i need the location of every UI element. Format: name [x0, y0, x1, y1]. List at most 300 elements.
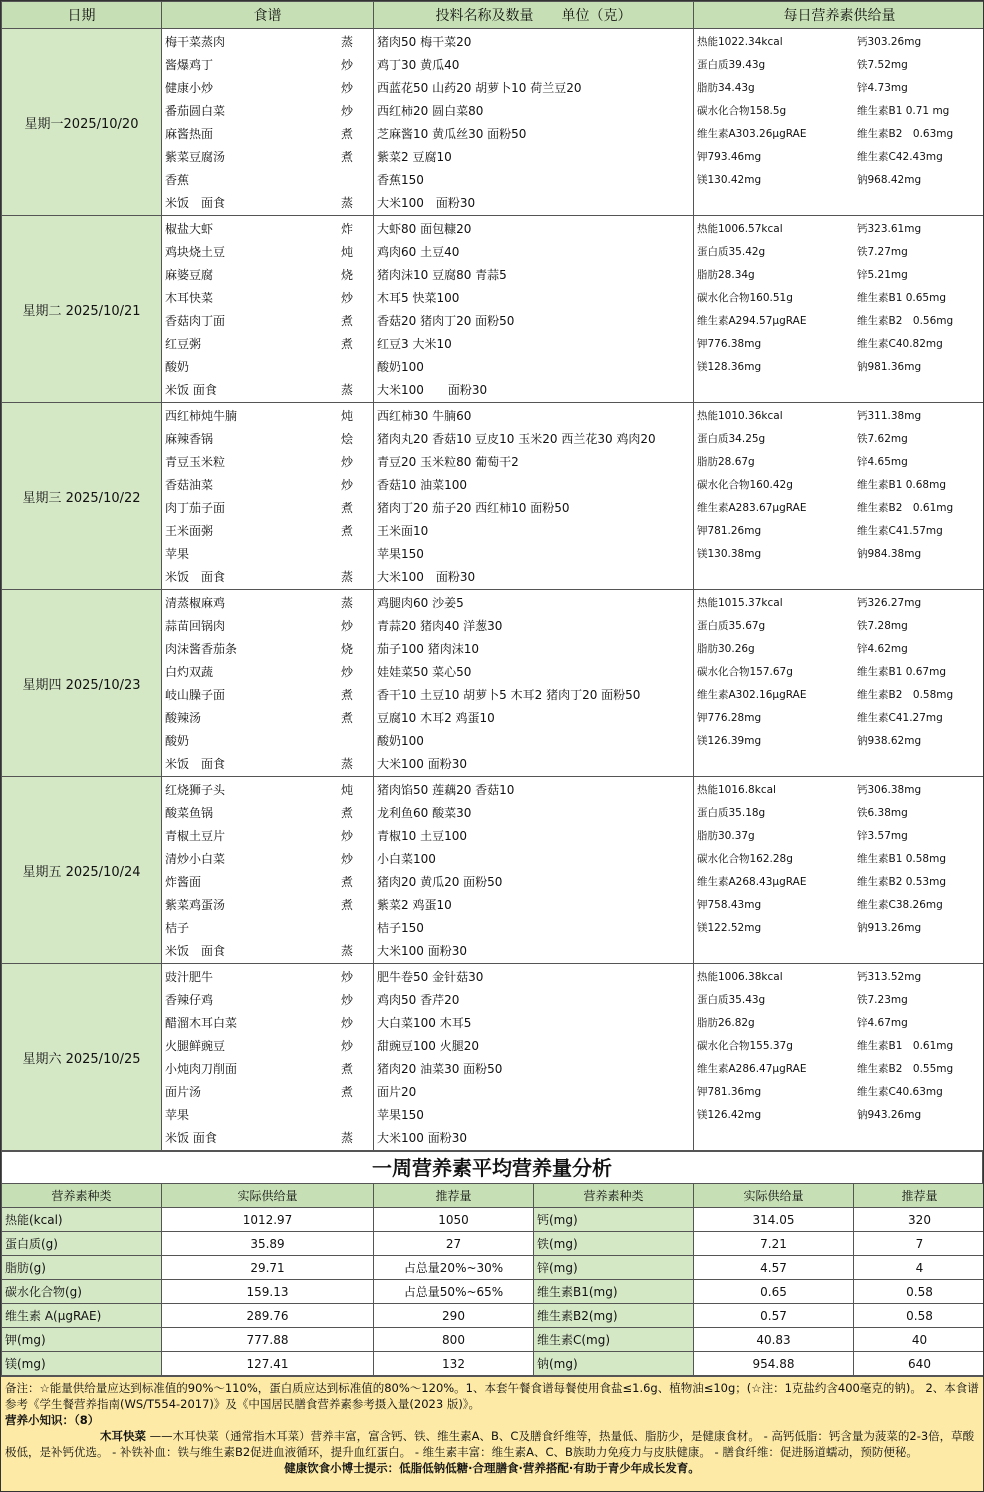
nutrient-right: 钠938.62mg [857, 735, 922, 747]
dish-name: 麻辣香锅 [165, 432, 214, 446]
actual-supply: 954.88 [694, 1352, 854, 1376]
nutrient-right: 维生素B2 0.61mg [857, 502, 954, 514]
recommended-amount: 7 [854, 1232, 984, 1256]
nutrient-left: 碳水化合物160.51g [697, 292, 793, 304]
dish-name: 米饭 面食 [165, 383, 217, 397]
nutrient-left: 镁126.42mg [697, 1109, 762, 1121]
nutrient-right: 维生素B1 0.65mg [857, 292, 946, 304]
ingredient-line: 龙利鱼60 酸菜30 [377, 806, 472, 820]
nutrient-type: 维生素B1(mg) [534, 1280, 694, 1304]
nutrient-left: 脂肪30.26g [697, 643, 755, 655]
dish-name: 鸡块烧土豆 [165, 245, 226, 259]
recommended-amount: 1050 [374, 1208, 534, 1232]
nutrient-left: 脂肪28.34g [697, 269, 755, 281]
menu-body [2, 29, 984, 1151]
nutrient-line [697, 77, 984, 100]
weekly-menu-table [1, 1, 984, 1151]
nutrient-line [697, 241, 984, 264]
nutrient-line [697, 802, 984, 825]
ingredient-line: 西蓝花50 山药20 胡萝卜10 荷兰豆20 [377, 81, 582, 95]
nutrient-line [697, 615, 984, 638]
dish-line [165, 615, 373, 638]
nutrient-left: 维生素A302.16μgRAE [697, 689, 807, 701]
cooking-method: 煮 [340, 314, 353, 328]
nutrient-line [697, 825, 984, 848]
ingredient-line: 香干10 土豆10 胡萝卜5 木耳2 猪肉丁20 面粉50 [377, 688, 641, 702]
dish-name: 梅干菜蒸肉 [165, 35, 226, 49]
nutrient-line [697, 520, 984, 543]
nutrient-right: 锌3.57mg [857, 830, 908, 842]
nutrient-line [697, 592, 984, 615]
nutrient-right: 钠913.26mg [857, 922, 922, 934]
dish-name: 岐山臊子面 [165, 688, 226, 702]
cooking-method: 蒸 [340, 570, 353, 584]
dish-line [165, 825, 373, 848]
nutrient-line [697, 661, 984, 684]
day-date: 星期二 2025/10/21 [2, 216, 162, 403]
knowledge-title: 营养小知识：（8） [5, 1413, 100, 1427]
nutrient-left: 脂肪28.67g [697, 456, 755, 468]
dish-name: 番茄圆白菜 [165, 104, 226, 118]
dish-name: 火腿鲜豌豆 [165, 1039, 226, 1053]
nutrient-type: 维生素B2(mg) [534, 1304, 694, 1328]
nutrient-left: 镁128.36mg [697, 361, 762, 373]
cooking-method: 蒸 [340, 383, 353, 397]
nutrient-right: 维生素C41.27mg [857, 712, 943, 724]
nutrient-line [697, 264, 984, 287]
cooking-method: 炖 [340, 409, 353, 423]
dish-line [165, 264, 373, 287]
dish-name: 紫菜豆腐汤 [165, 150, 226, 164]
nutrient-line [697, 123, 984, 146]
cooking-method: 炒 [340, 455, 353, 469]
nutrient-right: 维生素B2 0.53mg [857, 876, 946, 888]
cooking-method: 烧 [340, 642, 353, 656]
day-date: 星期六 2025/10/25 [2, 964, 162, 1151]
cooking-method: 炒 [340, 970, 353, 984]
average-row [2, 1304, 984, 1328]
ingredient-line: 猪肉丁20 茄子20 西红柿10 面粉50 [377, 501, 570, 515]
dish-name: 米饭 面食 [165, 570, 226, 584]
average-header-cell: 实际供给量 [162, 1184, 374, 1208]
day-nutrients [694, 216, 984, 403]
nutrient-right: 铁7.27mg [857, 246, 908, 258]
remark-text: 备注：☆能量供给量应达到标准值的90%～110%，蛋白质应达到标准值的80%～120%。1、本套午餐食谱每餐使用食盐≤1.6g、植物油≤10g；(☆注：1克盐约含400毫克的钠)。 2、本食谱参考《学生餐营养指南(WS/T554-2017)》及《中国居民膳食营养素参考摄入量(2023 版)》。 [5, 1381, 979, 1411]
dish-line [165, 1104, 373, 1127]
nutrient-line [697, 1104, 984, 1127]
dish-line [165, 802, 373, 825]
dish-line [165, 54, 373, 77]
dish-line [165, 1012, 373, 1035]
nutrient-line [697, 218, 984, 241]
cooking-method: 炸 [340, 222, 353, 236]
analysis-title: 一周营养素平均营养量分析 [1, 1151, 983, 1183]
ingredient-line: 桔子150 [377, 921, 424, 935]
ingredient-line: 香菇10 油菜100 [377, 478, 467, 492]
nutrient-right: 钠968.42mg [857, 174, 922, 186]
actual-supply: 40.83 [694, 1328, 854, 1352]
ingredient-line: 大米100 面粉30 [377, 383, 488, 397]
nutrient-left: 碳水化合物155.37g [697, 1040, 793, 1052]
dish-line [165, 77, 373, 100]
ingredient-line: 苹果150 [377, 547, 424, 561]
dish-name: 肉丁茄子面 [165, 501, 226, 515]
knowledge-text: ——木耳快菜（通常指木耳菜）营养丰富，富含钙、铁、维生素A、B、C及膳食纤维等，热量低、脂肪少，是健康食材。 - 高钙低脂：钙含量为菠菜的2-3倍，草酸极低，是补钙优选。 - 补铁补血：铁与维生素B2促进血液循环，提升血红蛋白。 - 维生素丰富：维生素A、C、B族助力免疫力与皮肤健康。 - 膳食纤维：促进肠道蠕动，预防便秘。 [5, 1429, 975, 1459]
dish-name: 米饭 面食 [165, 196, 226, 210]
dish-line [165, 592, 373, 615]
day-dishes [162, 216, 374, 403]
nutrient-right: 锌4.65mg [857, 456, 908, 468]
nutrient-left: 蛋白质35.67g [697, 620, 766, 632]
nutrient-line [697, 1058, 984, 1081]
ingredient-line: 西红柿30 牛腩60 [377, 409, 472, 423]
dish-name: 酸辣汤 [165, 711, 202, 725]
average-header-cell: 营养素种类 [534, 1184, 694, 1208]
ingredient-line: 面片20 [377, 1085, 417, 1099]
dish-line [165, 169, 373, 192]
nutrient-type: 碳水化合物(g) [2, 1280, 162, 1304]
day-row [2, 590, 984, 777]
nutrient-right: 锌4.67mg [857, 1017, 908, 1029]
nutrient-right: 铁7.62mg [857, 433, 908, 445]
cooking-method: 炒 [340, 619, 353, 633]
dish-name: 紫菜鸡蛋汤 [165, 898, 226, 912]
nutrient-type: 维生素C(mg) [534, 1328, 694, 1352]
dish-line [165, 474, 373, 497]
menu-header-row [2, 2, 984, 29]
day-date: 星期四 2025/10/23 [2, 590, 162, 777]
cooking-method: 炒 [340, 81, 353, 95]
weekly-average-table [1, 1183, 984, 1376]
day-dishes [162, 29, 374, 216]
cooking-method: 煮 [340, 688, 353, 702]
nutrient-line [697, 474, 984, 497]
cooking-method: 蒸 [340, 196, 353, 210]
nutrient-left: 镁122.52mg [697, 922, 762, 934]
cooking-method: 炒 [340, 993, 353, 1007]
dish-name: 米饭 面食 [165, 1131, 217, 1145]
ingredient-line: 小白菜100 [377, 852, 436, 866]
nutrient-left: 维生素A303.26μgRAE [697, 128, 807, 140]
nutrient-right: 维生素B1 0.67mg [857, 666, 946, 678]
nutrient-line [697, 871, 984, 894]
day-row [2, 777, 984, 964]
average-header-row [2, 1184, 984, 1208]
recommended-amount: 290 [374, 1304, 534, 1328]
dish-name: 青椒土豆片 [165, 829, 226, 843]
ingredient-line: 猪肉馅50 莲藕20 香菇10 [377, 783, 515, 797]
nutrient-right: 维生素B2 0.58mg [857, 689, 954, 701]
cooking-method: 炒 [340, 58, 353, 72]
average-header-cell: 推荐量 [854, 1184, 984, 1208]
nutrient-left: 碳水化合物160.42g [697, 479, 793, 491]
dish-line [165, 428, 373, 451]
dish-name: 西红柿炖牛腩 [165, 409, 238, 423]
cooking-method: 烧 [340, 268, 353, 282]
nutrient-left: 钾781.36mg [697, 1086, 762, 1098]
nutrient-line [697, 917, 984, 940]
header-menu: 食谱 [162, 2, 374, 29]
nutrient-left: 钾776.28mg [697, 712, 762, 724]
nutrient-line [697, 310, 984, 333]
day-dishes [162, 777, 374, 964]
day-dishes [162, 590, 374, 777]
ingredient-line: 鸡肉60 土豆40 [377, 245, 460, 259]
nutrient-right: 钙326.27mg [857, 597, 922, 609]
actual-supply: 777.88 [162, 1328, 374, 1352]
nutrient-left: 热能1006.38kcal [697, 971, 783, 983]
dish-name: 木耳快菜 [165, 291, 214, 305]
dish-line [165, 638, 373, 661]
dish-name: 健康小炒 [165, 81, 214, 95]
dish-line [165, 379, 373, 402]
dish-line [165, 333, 373, 356]
nutrient-right: 维生素B1 0.61mg [857, 1040, 954, 1052]
recommended-amount: 640 [854, 1352, 984, 1376]
nutrient-right: 维生素C40.82mg [857, 338, 943, 350]
cooking-method: 炒 [340, 478, 353, 492]
nutrient-type: 维生素 A(μgRAE) [2, 1304, 162, 1328]
dish-name: 香辣仔鸡 [165, 993, 214, 1007]
dish-line [165, 100, 373, 123]
nutrient-left: 脂肪26.82g [697, 1017, 755, 1029]
ingredient-line: 大米100 面粉30 [377, 757, 467, 771]
ingredient-line: 猪肉50 梅干菜20 [377, 35, 472, 49]
nutrient-right: 维生素C42.43mg [857, 151, 943, 163]
day-dishes [162, 964, 374, 1151]
dish-name: 红烧狮子头 [165, 783, 226, 797]
dish-name: 面片汤 [165, 1085, 202, 1099]
dish-line [165, 123, 373, 146]
knowledge-paragraph [5, 1428, 979, 1460]
actual-supply: 159.13 [162, 1280, 374, 1304]
dish-name: 香菇肉丁面 [165, 314, 226, 328]
nutrient-line [697, 169, 984, 192]
nutrient-right: 维生素B2 0.56mg [857, 315, 954, 327]
day-row [2, 964, 984, 1151]
nutrient-line [697, 146, 984, 169]
cooking-method: 炒 [340, 1016, 353, 1030]
nutrient-left: 钾793.46mg [697, 151, 762, 163]
day-row [2, 29, 984, 216]
dish-line [165, 707, 373, 730]
cooking-method: 炖 [340, 783, 353, 797]
average-row [2, 1208, 984, 1232]
ingredient-line: 酸奶100 [377, 734, 424, 748]
nutrient-left: 热能1015.37kcal [697, 597, 783, 609]
dish-name: 蒜苗回锅肉 [165, 619, 226, 633]
ingredient-line: 鸡腿肉60 沙姜5 [377, 596, 464, 610]
nutrient-right: 钙303.26mg [857, 36, 922, 48]
dish-line [165, 1035, 373, 1058]
nutrient-left: 镁130.42mg [697, 174, 762, 186]
cooking-method: 炒 [340, 829, 353, 843]
ingredient-line: 香菇20 猪肉丁20 面粉50 [377, 314, 515, 328]
nutrient-left: 维生素A268.43μgRAE [697, 876, 807, 888]
nutrient-right: 钙306.38mg [857, 784, 922, 796]
nutrient-left: 蛋白质34.25g [697, 433, 766, 445]
actual-supply: 29.71 [162, 1256, 374, 1280]
dish-line [165, 1081, 373, 1104]
nutrient-right: 钠981.36mg [857, 361, 922, 373]
nutrient-left: 维生素A283.67μgRAE [697, 502, 807, 514]
cooking-method: 蒸 [340, 944, 353, 958]
nutrient-right: 维生素B2 0.55mg [857, 1063, 954, 1075]
ingredient-line: 大白菜100 木耳5 [377, 1016, 472, 1030]
nutrient-line [697, 54, 984, 77]
header-nutrition: 每日营养素供给量 [694, 2, 984, 29]
dish-line [165, 566, 373, 589]
ingredient-line: 猪肉沫10 豆腐80 青蒜5 [377, 268, 507, 282]
actual-supply: 289.76 [162, 1304, 374, 1328]
dish-name: 麻酱热面 [165, 127, 214, 141]
dish-name: 清炒小白菜 [165, 852, 226, 866]
day-ingredients [374, 964, 694, 1151]
nutrient-type: 钾(mg) [2, 1328, 162, 1352]
dish-line [165, 287, 373, 310]
dish-name: 酸奶 [165, 360, 190, 374]
recommended-amount: 27 [374, 1232, 534, 1256]
dish-line [165, 661, 373, 684]
nutrient-line [697, 848, 984, 871]
actual-supply: 1012.97 [162, 1208, 374, 1232]
header-date: 日期 [2, 2, 162, 29]
nutrient-line [697, 894, 984, 917]
day-ingredients [374, 403, 694, 590]
actual-supply: 314.05 [694, 1208, 854, 1232]
recommended-amount: 0.58 [854, 1304, 984, 1328]
nutrient-type: 钙(mg) [534, 1208, 694, 1232]
actual-supply: 7.21 [694, 1232, 854, 1256]
nutrient-type: 钠(mg) [534, 1352, 694, 1376]
average-row [2, 1280, 984, 1304]
nutrient-left: 维生素A286.47μgRAE [697, 1063, 807, 1075]
ingredient-line: 猪肉丸20 香菇10 豆皮10 玉米20 西兰花30 鸡肉20 [377, 432, 656, 446]
nutrient-right: 维生素B1 0.68mg [857, 479, 946, 491]
dish-name: 炸酱面 [165, 875, 202, 889]
dish-line [165, 871, 373, 894]
recommended-amount: 40 [854, 1328, 984, 1352]
notes-panel [1, 1376, 983, 1492]
dish-name: 麻婆豆腐 [165, 268, 214, 282]
dish-name: 香菇油菜 [165, 478, 214, 492]
ingredient-line: 紫菜2 鸡蛋10 [377, 898, 452, 912]
dish-line [165, 520, 373, 543]
nutrient-right: 维生素B2 0.63mg [857, 128, 954, 140]
dish-line [165, 894, 373, 917]
nutrient-left: 蛋白质35.43g [697, 994, 766, 1006]
nutrient-line [697, 428, 984, 451]
knowledge-food-name: 木耳快菜 [100, 1429, 146, 1443]
nutrient-type: 脂肪(g) [2, 1256, 162, 1280]
nutrient-left: 脂肪30.37g [697, 830, 755, 842]
day-date: 星期三 2025/10/22 [2, 403, 162, 590]
cooking-method: 炒 [340, 665, 353, 679]
nutrient-type: 铁(mg) [534, 1232, 694, 1256]
day-row [2, 403, 984, 590]
day-ingredients [374, 590, 694, 777]
recommended-amount: 0.58 [854, 1280, 984, 1304]
day-nutrients [694, 964, 984, 1151]
ingredient-line: 大米100 面粉30 [377, 1131, 467, 1145]
nutrient-line [697, 1035, 984, 1058]
nutrient-right: 铁7.23mg [857, 994, 908, 1006]
nutrient-left: 钾781.26mg [697, 525, 762, 537]
dish-name: 青豆玉米粒 [165, 455, 226, 469]
dish-name: 酱爆鸡丁 [165, 58, 214, 72]
ingredient-line: 西红柿20 圆白菜80 [377, 104, 484, 118]
day-nutrients [694, 29, 984, 216]
dish-line [165, 684, 373, 707]
ingredient-line: 苹果150 [377, 1108, 424, 1122]
average-row [2, 1352, 984, 1376]
ingredient-line: 大虾80 面包糠20 [377, 222, 472, 236]
day-nutrients [694, 777, 984, 964]
dish-name: 肉沫酱香茄条 [165, 642, 238, 656]
ingredient-line: 青蒜20 猪肉40 洋葱30 [377, 619, 503, 633]
cooking-method: 蒸 [340, 1131, 353, 1145]
nutrient-left: 镁130.38mg [697, 548, 762, 560]
dish-name: 苹果 [165, 1108, 190, 1122]
cooking-method: 煮 [340, 711, 353, 725]
nutrient-left: 钾776.38mg [697, 338, 762, 350]
nutrient-right: 铁7.28mg [857, 620, 908, 632]
day-nutrients [694, 590, 984, 777]
cooking-method: 煮 [340, 127, 353, 141]
average-row [2, 1328, 984, 1352]
recommended-amount: 占总量50%~65% [374, 1280, 534, 1304]
nutrient-right: 钙313.52mg [857, 971, 922, 983]
dish-line [165, 497, 373, 520]
cooking-method: 煮 [340, 806, 353, 820]
average-row [2, 1256, 984, 1280]
nutrient-line [697, 1012, 984, 1035]
dish-line [165, 848, 373, 871]
dish-line [165, 31, 373, 54]
dish-name: 香蕉 [165, 173, 190, 187]
nutrient-line [697, 638, 984, 661]
ingredient-line: 青豆20 玉米粒80 葡萄干2 [377, 455, 519, 469]
dish-line [165, 146, 373, 169]
cooking-method: 煮 [340, 875, 353, 889]
dish-line [165, 543, 373, 566]
dish-name: 苹果 [165, 547, 190, 561]
day-ingredients [374, 777, 694, 964]
header-ingredients: 投料名称及数量 单位（克） [374, 2, 694, 29]
cooking-method: 煮 [340, 1062, 353, 1076]
actual-supply: 127.41 [162, 1352, 374, 1376]
cooking-method: 煮 [340, 150, 353, 164]
nutrient-left: 热能1016.8kcal [697, 784, 776, 796]
dish-line [165, 989, 373, 1012]
average-header-cell: 推荐量 [374, 1184, 534, 1208]
nutrient-line [697, 356, 984, 379]
ingredient-line: 香蕉150 [377, 173, 424, 187]
recommended-amount: 800 [374, 1328, 534, 1352]
dish-name: 清蒸椒麻鸡 [165, 596, 226, 610]
nutrient-line [697, 31, 984, 54]
cooking-method: 煮 [340, 337, 353, 351]
ingredient-line: 甜豌豆100 火腿20 [377, 1039, 479, 1053]
nutrient-right: 钙323.61mg [857, 223, 922, 235]
day-nutrients [694, 403, 984, 590]
ingredient-line: 红豆3 大米10 [377, 337, 452, 351]
ingredient-line: 猪肉20 油菜30 面粉50 [377, 1062, 503, 1076]
nutrient-left: 蛋白质35.42g [697, 246, 766, 258]
nutrient-type: 镁(mg) [2, 1352, 162, 1376]
nutrient-line [697, 707, 984, 730]
nutrient-type: 锌(mg) [534, 1256, 694, 1280]
